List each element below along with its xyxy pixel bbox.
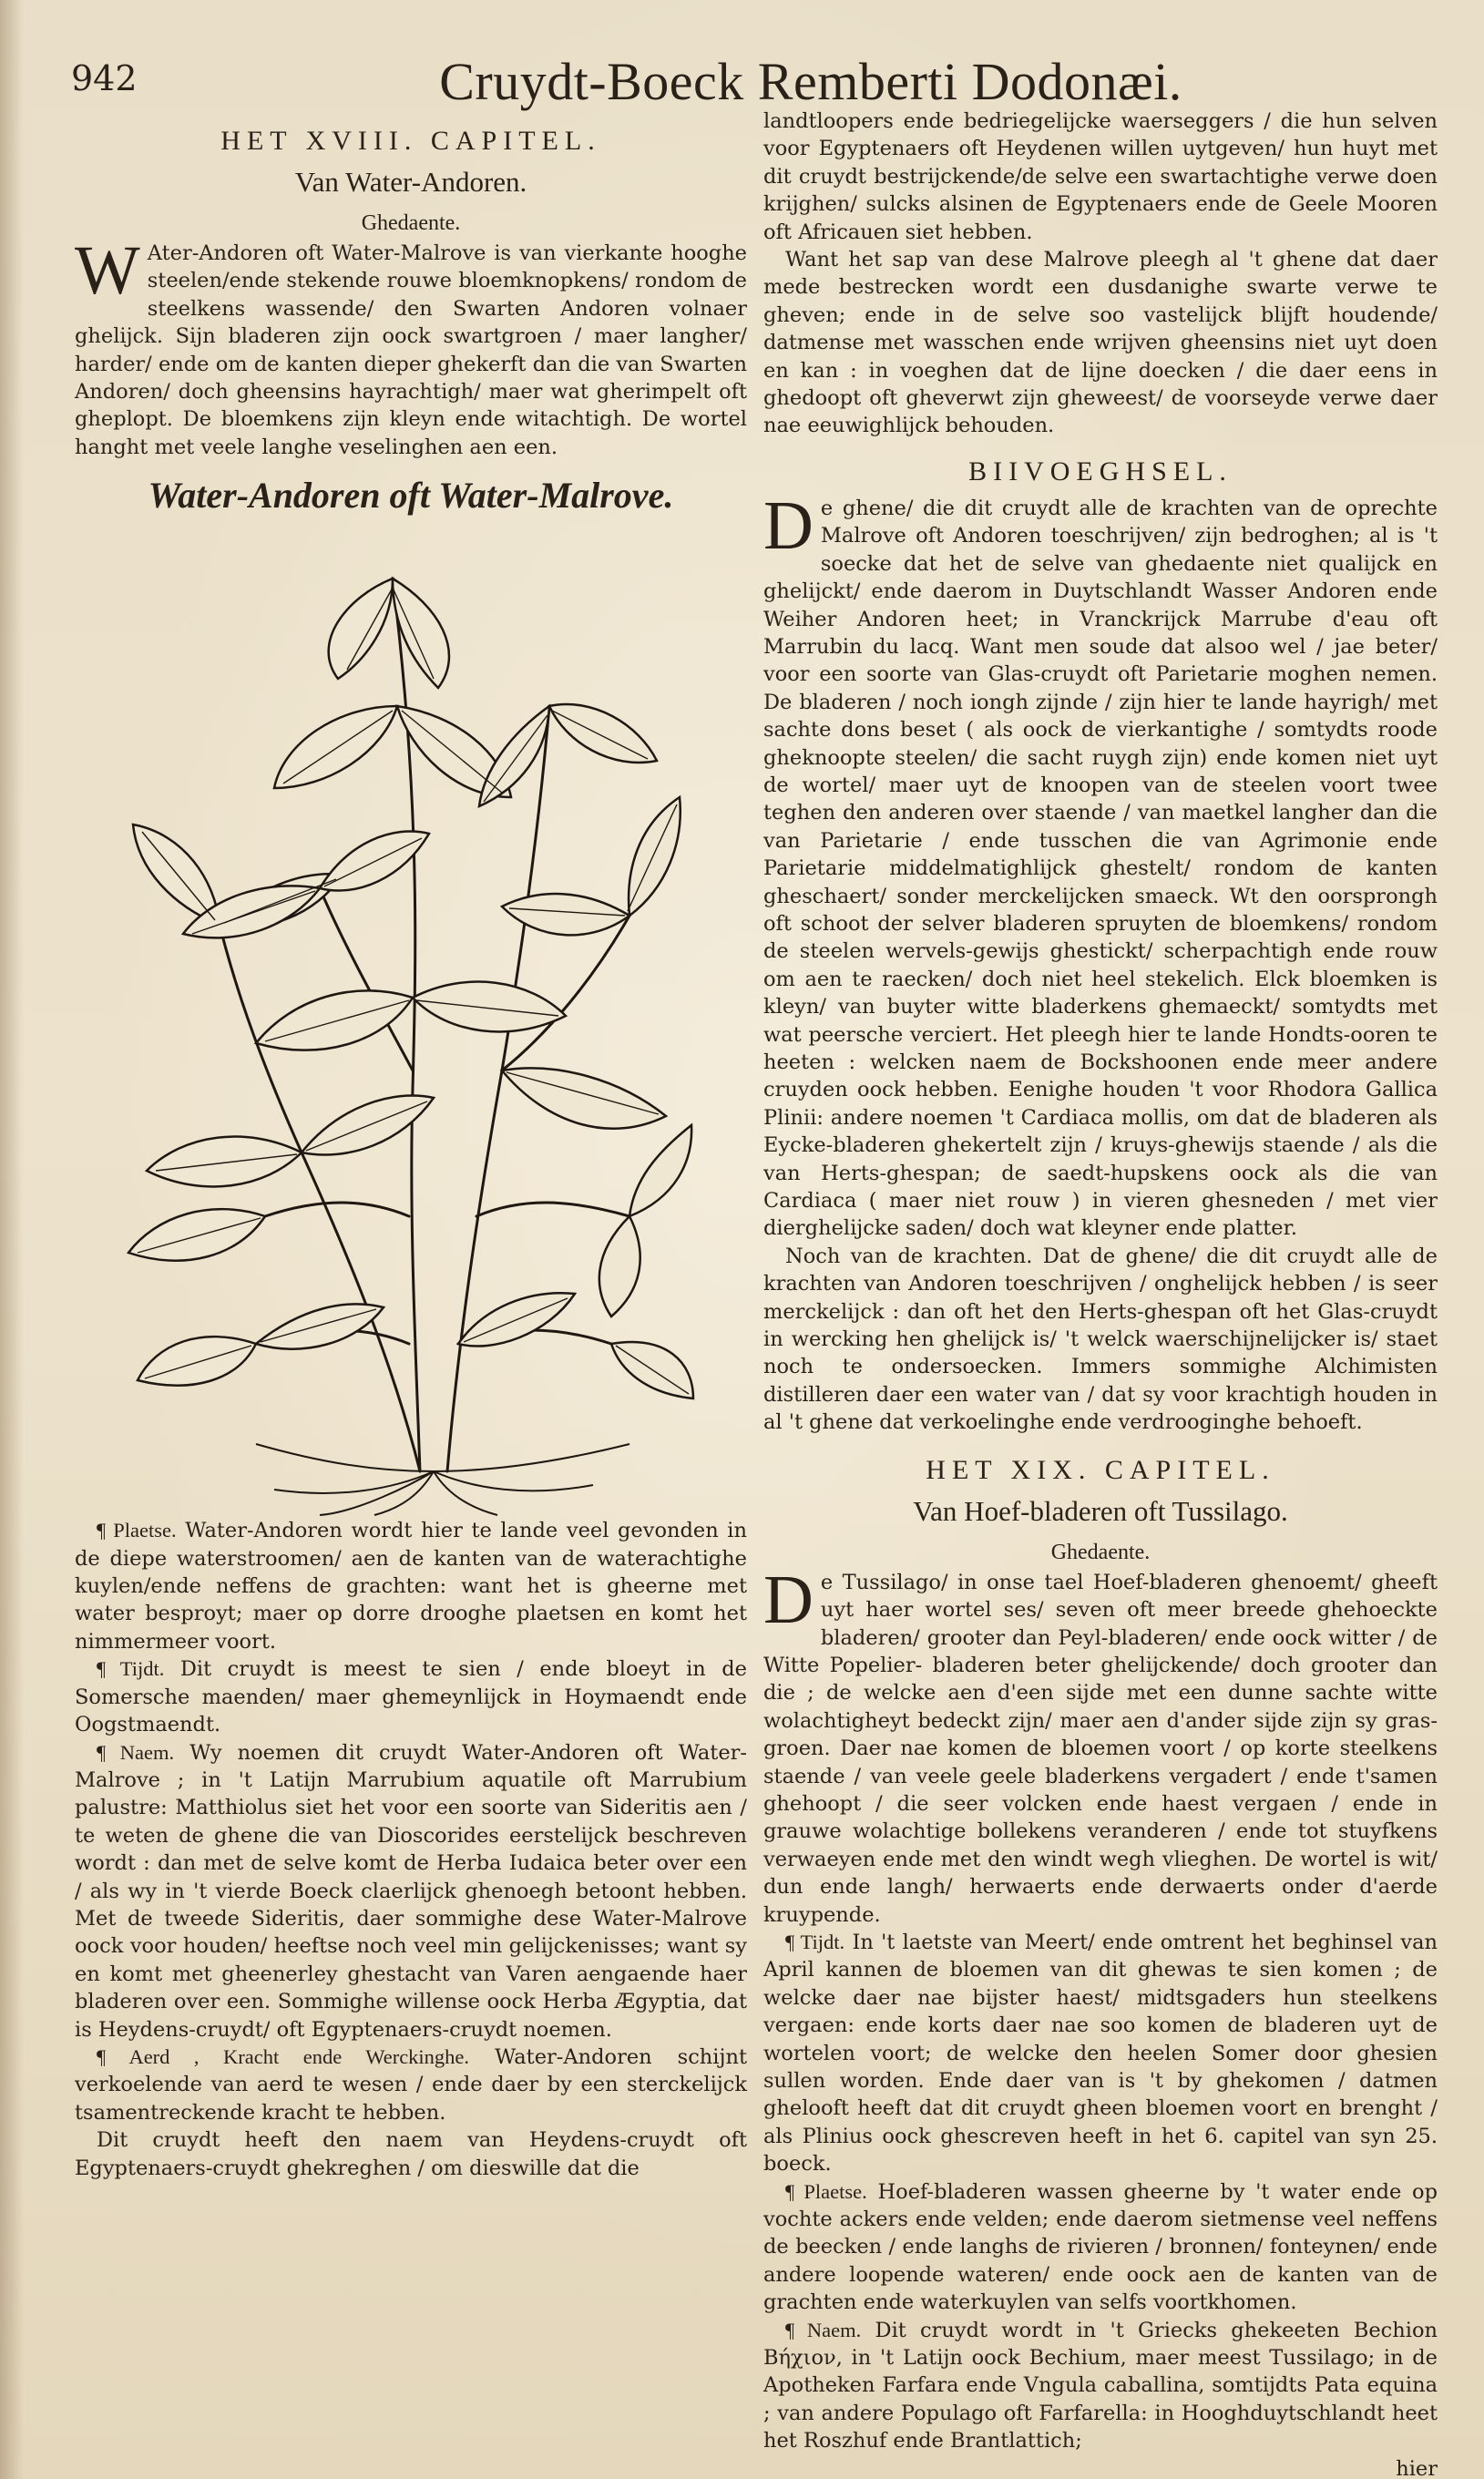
krachten-paragraph: Noch van de krachten. Dat de ghene/ die dit cruydt alle de krachten van Andoren toeschrijven / onghelijck hebben / is seer merckelijck : dan oft het den Herts-ghespan oft het Glas-cruydt in wercking hen ghelijck is/ 't welck waerschijnelijcker is/ staet noch te ondersoecken. Immers sommighe Alchimisten distilleren daer een water van / dat sy voor krachtigh houden in al 't ghene dat verkoelinghe ende verdrooginghe behoeft. xyxy=(763,1244,1438,1435)
chapter-19-title: Van Hoef-bladeren oft Tussilago. xyxy=(913,1494,1288,1527)
naem-19-paragraph xyxy=(763,2317,1438,2455)
plaetse-19-label: ¶ Plaetse. xyxy=(785,2179,867,2203)
naem-label: ¶ Naem. xyxy=(97,1740,175,1764)
plaetse-label: ¶ Plaetse. xyxy=(97,1519,177,1542)
sap-paragraph: Want het sap van dese Malrove pleegh al 't ghene dat daer mede bestrecken wordt een dusdanighe swarte verwe te gheven; ende in de selve soo vastelijck blijft houdende/ datmense met wasschen ende wrijven gheensins niet uyt doen en kan : in voeghen dat de lijne doecken / die daer eens in ghedoopt oft gheverwt zijn gheweest/ de voorseyde verwe daer nae eeuwighlijck behouden. xyxy=(763,248,1438,438)
continuation-paragraph: landtloopers ende bedriegelijcke waerseggers / die hun selven voor Egyptenaers oft Heydenen willen uytgeven/ hun huyt met dit cruydt bestrijckende/de selve een swartachtighe verwe doen krijghen/ sulcks alsinen de Egyptenaers ende de Geele Mooren oft Africauen siet hebben. xyxy=(763,109,1438,244)
tijdt-paragraph xyxy=(75,1655,747,1738)
plaetse-text: Water-Andoren wordt hier te lande veel gevonden in de diepe waterstroomen/ aen de kanten van de waterachtighe kuylen/ende neffens de grachten: want het is gheerne met water besproyt; maer op dorre drooghe plaetsen en komt het nimmermeer voort. xyxy=(75,1519,747,1654)
naem-text: Wy noemen dit cruydt Water-Andoren oft Water-Malrove ; in 't Latijn Marrubium aquatile oft Marrubium palustre: Matthiolus siet het voor een soorte van Sideritis aen / te weten de ghene die van Dioscorides eerstelijck beschreven wordt : dan met de selve komt de Herba Iudaica beter over een / als wy in 't vierde Boeck claerlijck ghenoegh betoont hebben. Met de tweede Sideritis, daer sommighe dese Water-Malrove oock voor houden/ heeftse noch veel min gelijckenisses; want sy en komt met gheenerley ghestacht van Varen aengaende haer bladeren over een. Sommighe willense oock Herba Ægyptia, dat is Heydens-cruydt/ oft Egyptenaers-cruydt noemen. xyxy=(75,1740,747,2042)
naem-19-label: ¶ Naem. xyxy=(785,2318,862,2341)
plaetse-19-paragraph xyxy=(763,2178,1438,2317)
bijvoeghsel-heading: BIIVOEGHSEL. xyxy=(968,456,1233,487)
naem-paragraph xyxy=(75,1739,747,2044)
ghedaente-paragraph: WAter-Andoren oft Water-Malrove is van vierkante hooghe steelen/ende stekende rouwe bloemknopkens/ rondom de steelkens wassende/ den Swarten Andoren volnaer ghelijck. Sijn bladeren zijn oock swartgroen / maer langher/ harder/ ende om de kanten dieper ghekerft dan die van Swarten Andoren/ doch gheensins hayrachtigh/ maer wat gherimpelt oft gheplopt. De bloemkens zijn kleyn ende witachtigh. De wortel hanght met veele langhe veselinghen aen een. xyxy=(75,232,747,459)
plant-leaves-icon xyxy=(128,579,693,1398)
aerd-text: Water-Andoren schijnt verkoelende van aerd te wesen / ende daer by een sterckelijck tsamentreckende kracht te hebben. xyxy=(75,2044,748,2125)
tijdt-19-paragraph xyxy=(763,1929,1438,2178)
ghedaente-label: Ghedaente. xyxy=(361,211,461,235)
bijvoeghsel-paragraph: De ghene/ die dit cruydt alle de krachten van de oprechte Malrove oft Andoren toeschrijven/ zijn bedroghen; al is 't soecke dat het de selve van ghedaente niet qualijck en ghelijckt/ ende daerom in Duytschlandt Wasser Andoren ende Weiher Andoren heet; in Vranckrijck Marrube d'eau oft Marrubin du lacq. Want men soude dat alsoo wel / jae beter/ voor een soorte van Glas-cruydt oft Parietarie moghen nemen. De bladeren / noch iongh zijnde / zijn hier te lande hayrigh/ met sachte dons beset ( als oock de vierkantighe / somtydts roode gheknoopte steelen/ die sacht ruygh zijn) ende komen niet uyt de wortel/ maer uyt de knoopen van de steelen voort twee teghen den anderen over staende / van maetkel langher dan die van Parietarie / ende tusschen die van Agrimonie ende Parietarie middelmatighlijck ghestelt/ rondom de kanten gheschaert/ sonder merckelijcken smaeck. Wt den oorsprongh oft schoot der selver bladeren spruyten de bloemkens/ rondom de steelen wervels-gewijs ghestickt/ scherpachtigh ende rouw om aen te raecken/ doch niet heel stekelich. Elck bloemken is kleyn/ van buyter witte bladerkens ghemaeckt/ somtydts met wat peersche verciert. Het pleegh hier te lande Hondts-ooren te heeten : welcken naem de Bockshoonen ende meer andere cruyden oock hebben. Eenighe houden 't voor Rhodora Gallica Plinii: andere noemen 't Cardiaca mollis, om dat de bladeren als Eycke-bladeren ghekertelt zijn / kruys-ghewijs staende / als die van Herts-ghespan; de saedt-hupskens oock als die van Cardiaca ( maer niet rouw ) in vieren ghesneden / met vier dierghelijcke saden/ doch wat kleyner ende platter. xyxy=(763,487,1438,1241)
catchword: hier xyxy=(1396,2456,1438,2479)
page-number: 942 xyxy=(71,58,138,98)
chapter-19-heading: HET XIX. CAPITEL. xyxy=(926,1454,1275,1485)
ghedaente-19-paragraph: De Tussilago/ in onse tael Hoef-bladeren ghenoemt/ gheeft uyt haer wortel ses/ seven oft meer breede ghehoeckte bladeren/ grooter dan Peyl-bladeren/ ende oock witter / de Witte Popelier- bladeren beter ghelijckende/ doch grooter dan die ; de welcke aen d'een sijde met een dunne sachte witte wolachtigheyt bedeckt zijn/ maer aen d'ander sijde zijn sy gras-groen. Daer nae komen de bloemen voort / op korte steelkens staende / van veele geele bladerkens vergadert / ende t'samen ghehoopt / die seer volcken ende haest vergaen / ende in grauwe wolachtige bollekens veranderen / ende tot stuyfkens verwaeyen ende met den windt wegh vlieghen. De wortel is wit/ dun ende langh/ herwaerts ende derwaerts onder d'aerde kruypende. xyxy=(763,1561,1438,1927)
plaetse-19-text: Hoef-bladeren wassen gheerne by 't water ende op vochte ackers ende velden; ende daerom sietmense veel neffens de beecken / ende langhs de rivieren / bronnen/ fonteynen/ ende andere loopende wateren/ ende oock aen de kanten van de grachten ende waterkuylen van selfs voortkhomen. xyxy=(763,2179,1438,2315)
left-column xyxy=(75,126,747,2182)
plant-roots-icon xyxy=(256,1444,629,1515)
ghedaente-19-label: Ghedaente. xyxy=(1050,1540,1151,1564)
figure-caption: Water-Andoren oft Water-Malrove. xyxy=(148,475,674,517)
right-column xyxy=(763,108,1438,2479)
tijdt-label: ¶ Tijdt. xyxy=(97,1657,165,1681)
naem-19-text: Dit cruydt wordt in 't Griecks ghekeeten Bechion Βήχιον, in 't Latijn oock Bechium, maer meest Tussilago; in de Apotheken Farfara ende Vngula caballina, somtijdts Pata equina ; van andere Populago oft Farfarella: in Hooghduytschlandt heet het Roszhuf ende Brantlattich; xyxy=(763,2318,1438,2453)
chapter-18-title: Van Water-Andoren. xyxy=(294,166,527,198)
naem2-paragraph: Dit cruydt heeft den naem van Heydens-cruydt oft Egyptenaers-cruydt ghekreghen / om dieswille dat die xyxy=(75,2128,747,2180)
tijdt-19-label: ¶ Tijdt. xyxy=(785,1930,845,1953)
tijdt-19-text: In 't laetste van Meert/ ende omtrent het beghinsel van April kannen de bloemen van dit ghewas te sien komen ; de welcke daer nae bijster haest/ midtsgaders hun steelkens vergaen: ende korts daer nae soo komen de bladeren uyt de wortelen voort; de welcke den heelen Somer door ghesien sullen worden. Ende daer van is 't by ghekomen / datmen ghelooft heeft dat dit cruydt gheen bloemen voort en brenght / als Plinius oock ghescreven heeft in het 6. capitel van syn 25. boeck. xyxy=(763,1930,1438,2177)
running-title: Cruydt-Boeck Remberti Dodonæi. xyxy=(439,52,1182,111)
woodcut-plant-illustration xyxy=(119,524,702,1517)
aerd-paragraph xyxy=(75,2044,747,2126)
chapter-18-heading: HET XVIII. CAPITEL. xyxy=(220,126,601,156)
aerd-label: ¶ Aerd , Kracht ende Werckinghe. xyxy=(97,2044,470,2068)
tijdt-text: Dit cruydt is meest te sien / ende bloeyt in de Somersche maenden/ maer ghemeynlijck in Hoymaendt ende Oogstmaendt. xyxy=(75,1657,747,1737)
plaetse-paragraph xyxy=(75,1517,747,1655)
